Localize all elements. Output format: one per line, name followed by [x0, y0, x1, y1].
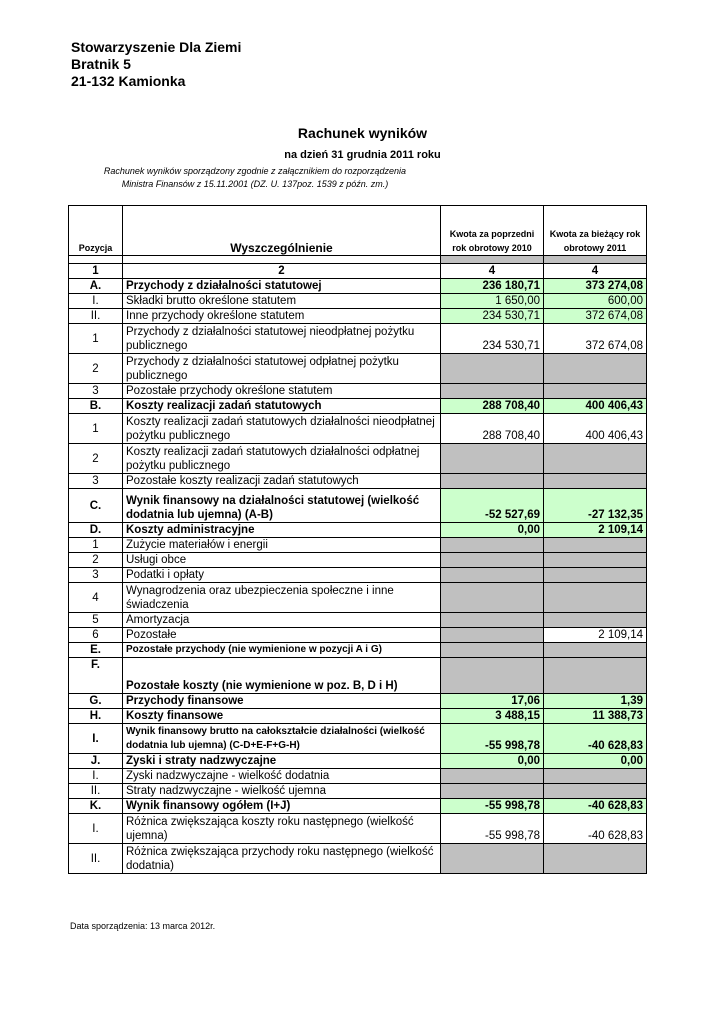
position-cell: I.	[69, 814, 123, 844]
table-row	[69, 769, 647, 784]
curr-year-amount	[544, 769, 647, 784]
curr-year-amount: 372 674,08	[544, 309, 647, 324]
prev-year-amount	[441, 444, 544, 474]
position-cell: 3	[69, 384, 123, 399]
organization-header	[71, 39, 241, 90]
position-cell: I.	[69, 769, 123, 784]
prev-year-amount	[441, 844, 544, 874]
header-pozycja: Pozycja	[69, 206, 123, 256]
curr-year-amount: 372 674,08	[544, 324, 647, 354]
position-cell: C.	[69, 489, 123, 523]
description-cell: Różnica zwiększająca koszty roku następnego (wielkość ujemna)	[123, 814, 441, 844]
description-cell: Wynagrodzenia oraz ubezpieczenia społeczne i inne świadczenia	[123, 583, 441, 613]
prev-year-amount: 234 530,71	[441, 324, 544, 354]
prev-year-amount	[441, 784, 544, 799]
organization-address-line1: Bratnik 5	[71, 56, 131, 72]
report-subtitle: na dzień 31 grudnia 2011 roku	[284, 149, 441, 161]
position-cell: E.	[69, 643, 123, 658]
table-row	[69, 583, 647, 613]
curr-year-amount: -27 132,35	[544, 489, 647, 523]
table-row	[69, 643, 647, 658]
column-number: 4	[544, 264, 647, 279]
curr-year-amount	[544, 384, 647, 399]
header-prev-year: Kwota za poprzedni rok obrotowy 2010	[441, 206, 544, 256]
prev-year-amount: 0,00	[441, 754, 544, 769]
prev-year-amount	[441, 628, 544, 643]
description-cell: Przychody z działalności statutowej odpłatnej pożytku publicznego	[123, 354, 441, 384]
curr-year-amount: 373 274,08	[544, 279, 647, 294]
description-cell: Przychody finansowe	[123, 694, 441, 709]
position-cell: 1	[69, 414, 123, 444]
table-row	[69, 754, 647, 769]
table-row	[69, 384, 647, 399]
table-row	[69, 399, 647, 414]
table-row	[69, 444, 647, 474]
prev-year-amount: -55 998,78	[441, 814, 544, 844]
prev-year-amount: -52 527,69	[441, 489, 544, 523]
table-row	[69, 709, 647, 724]
curr-year-amount	[544, 538, 647, 553]
organization-name: Stowarzyszenie Dla Ziemi	[71, 39, 242, 55]
table-row	[69, 354, 647, 384]
prev-year-amount	[441, 553, 544, 568]
description-cell: Koszty realizacji zadań statutowych działalności odpłatnej pożytku publicznego	[123, 444, 441, 474]
position-cell: 2	[69, 444, 123, 474]
description-cell: Podatki i opłaty	[123, 568, 441, 583]
curr-year-amount	[544, 643, 647, 658]
curr-year-amount	[544, 658, 647, 694]
prev-year-amount	[441, 769, 544, 784]
curr-year-amount	[544, 784, 647, 799]
description-cell: Pozostałe koszty realizacji zadań statutowych	[123, 474, 441, 489]
curr-year-amount: 11 388,73	[544, 709, 647, 724]
position-cell: 1	[69, 324, 123, 354]
prev-year-amount: 234 530,71	[441, 309, 544, 324]
prev-year-amount	[441, 474, 544, 489]
curr-year-amount	[544, 444, 647, 474]
prev-year-amount	[441, 568, 544, 583]
description-cell: Przychody z działalności statutowej	[123, 279, 441, 294]
position-cell: 5	[69, 613, 123, 628]
description-cell: Przychody z działalności statutowej nieodpłatnej pożytku publicznego	[123, 324, 441, 354]
prev-year-amount: 1 650,00	[441, 294, 544, 309]
report-legal-note	[5, 165, 505, 191]
position-cell: I.	[69, 294, 123, 309]
table-row	[69, 309, 647, 324]
income-statement-table	[68, 205, 647, 874]
table-row	[69, 523, 647, 538]
prev-year-amount: 17,06	[441, 694, 544, 709]
prev-year-amount	[441, 613, 544, 628]
description-cell: Amortyzacja	[123, 613, 441, 628]
description-cell: Zyski i straty nadzwyczajne	[123, 754, 441, 769]
table-body	[69, 206, 647, 874]
table-row	[69, 294, 647, 309]
position-cell: K.	[69, 799, 123, 814]
table-row	[69, 538, 647, 553]
position-cell: 1	[69, 538, 123, 553]
table-row	[69, 814, 647, 844]
table-row	[69, 694, 647, 709]
description-cell: Pozostałe przychody (nie wymienione w pozycji A i G)	[123, 643, 441, 658]
description-cell: Pozostałe koszty (nie wymienione w poz. B, D i H)	[123, 658, 441, 694]
position-cell: F.	[69, 658, 123, 694]
table-row	[69, 784, 647, 799]
description-cell: Pozostałe przychody określone statutem	[123, 384, 441, 399]
curr-year-amount: 400 406,43	[544, 414, 647, 444]
table-row	[69, 799, 647, 814]
position-cell: 2	[69, 354, 123, 384]
prev-year-amount: -55 998,78	[441, 799, 544, 814]
prev-year-amount	[441, 583, 544, 613]
description-cell: Pozostałe	[123, 628, 441, 643]
column-number: 2	[123, 264, 441, 279]
header-curr-year: Kwota za bieżący rok obrotowy 2011	[544, 206, 647, 256]
description-cell: Zużycie materiałów i energii	[123, 538, 441, 553]
position-cell: 2	[69, 553, 123, 568]
organization-address-line2: 21-132 Kamionka	[71, 73, 186, 89]
curr-year-amount	[544, 613, 647, 628]
prev-year-amount	[441, 538, 544, 553]
prev-year-amount	[441, 658, 544, 694]
description-cell: Zyski nadzwyczajne - wielkość dodatnia	[123, 769, 441, 784]
curr-year-amount: -40 628,83	[544, 724, 647, 754]
position-cell: 3	[69, 474, 123, 489]
curr-year-amount	[544, 583, 647, 613]
curr-year-amount: -40 628,83	[544, 814, 647, 844]
preparation-date: Data sporządzenia: 13 marca 2012r.	[70, 921, 216, 931]
table-row	[69, 489, 647, 523]
position-cell: 3	[69, 568, 123, 583]
position-cell: I.	[69, 724, 123, 754]
report-title: Rachunek wyników	[297, 125, 428, 141]
table-row	[69, 553, 647, 568]
curr-year-amount: 0,00	[544, 754, 647, 769]
report-note-line2: Ministra Finansów z 15.11.2001 (DZ. U. 137poz. 1539 z późn. zm.)	[121, 179, 389, 189]
curr-year-amount	[544, 553, 647, 568]
position-cell: A.	[69, 279, 123, 294]
table-row	[69, 628, 647, 643]
prev-year-amount: 288 708,40	[441, 414, 544, 444]
curr-year-amount	[544, 568, 647, 583]
table-row	[69, 568, 647, 583]
curr-year-amount	[544, 354, 647, 384]
description-cell: Różnica zwiększająca przychody roku następnego (wielkość dodatnia)	[123, 844, 441, 874]
curr-year-amount: 1,39	[544, 694, 647, 709]
prev-year-amount: -55 998,78	[441, 724, 544, 754]
description-cell: Wynik finansowy na działalności statutowej (wielkość dodatnia lub ujemna) (A-B)	[123, 489, 441, 523]
report-note-line1: Rachunek wyników sporządzony zgodnie z załącznikiem do rozporządzenia	[103, 166, 407, 176]
curr-year-amount: 2 109,14	[544, 628, 647, 643]
curr-year-amount: 600,00	[544, 294, 647, 309]
description-cell: Inne przychody określone statutem	[123, 309, 441, 324]
prev-year-amount	[441, 384, 544, 399]
description-cell: Koszty finansowe	[123, 709, 441, 724]
prev-year-amount: 0,00	[441, 523, 544, 538]
column-number-row	[69, 264, 647, 279]
curr-year-amount: -40 628,83	[544, 799, 647, 814]
table-row	[69, 844, 647, 874]
description-cell: Wynik finansowy ogółem (I+J)	[123, 799, 441, 814]
position-cell: D.	[69, 523, 123, 538]
position-cell: 4	[69, 583, 123, 613]
description-cell: Koszty realizacji zadań statutowych	[123, 399, 441, 414]
header-spacer-row	[69, 256, 647, 264]
column-number: 1	[69, 264, 123, 279]
header-wyszczegolnienie: Wyszczególnienie	[123, 206, 441, 256]
prev-year-amount: 236 180,71	[441, 279, 544, 294]
description-cell: Składki brutto określone statutem	[123, 294, 441, 309]
description-cell: Straty nadzwyczajne - wielkość ujemna	[123, 784, 441, 799]
curr-year-amount: 2 109,14	[544, 523, 647, 538]
position-cell: G.	[69, 694, 123, 709]
table-row	[69, 613, 647, 628]
column-number: 4	[441, 264, 544, 279]
description-cell: Koszty realizacji zadań statutowych działalności nieodpłatnej pożytku publicznego	[123, 414, 441, 444]
position-cell: II.	[69, 784, 123, 799]
position-cell: 6	[69, 628, 123, 643]
position-cell: J.	[69, 754, 123, 769]
table-row	[69, 658, 647, 694]
table-row	[69, 324, 647, 354]
description-cell: Usługi obce	[123, 553, 441, 568]
table-row	[69, 724, 647, 754]
prev-year-amount	[441, 354, 544, 384]
description-cell: Wynik finansowy brutto na całokształcie działalności (wielkość dodatnia lub ujemna) (C-D+E-F+G-H)	[123, 724, 441, 754]
prev-year-amount: 288 708,40	[441, 399, 544, 414]
curr-year-amount: 400 406,43	[544, 399, 647, 414]
curr-year-amount	[544, 474, 647, 489]
position-cell: II.	[69, 309, 123, 324]
table-header-row	[69, 206, 647, 256]
position-cell: II.	[69, 844, 123, 874]
position-cell: H.	[69, 709, 123, 724]
description-cell: Koszty administracyjne	[123, 523, 441, 538]
table-row	[69, 279, 647, 294]
table-row	[69, 474, 647, 489]
prev-year-amount	[441, 643, 544, 658]
position-cell: B.	[69, 399, 123, 414]
curr-year-amount	[544, 844, 647, 874]
table-row	[69, 414, 647, 444]
prev-year-amount: 3 488,15	[441, 709, 544, 724]
